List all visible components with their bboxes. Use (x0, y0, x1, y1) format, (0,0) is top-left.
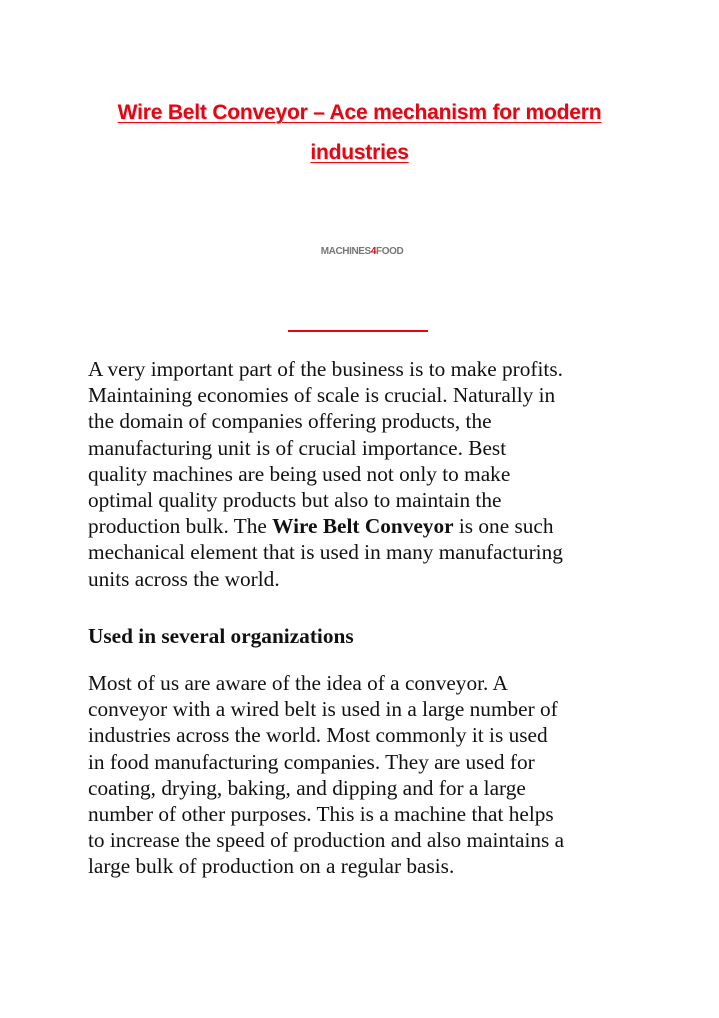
paragraph-line: coating, drying, baking, and dipping and for a large (88, 775, 526, 800)
paragraph-line: quality machines are being used not only to make (88, 461, 511, 486)
logo-text-machines: MACHINES (320, 246, 371, 257)
text-run: is one such (453, 514, 554, 539)
paragraph-line: number of other purposes. This is a machine that helps (88, 802, 554, 827)
paragraph-line: Maintaining economies of scale is crucial. Naturally in (88, 383, 556, 408)
paragraph-line (88, 513, 648, 539)
document-title-line-1: Wire Belt Conveyor – Ace mechanism for modern (117, 101, 602, 124)
paragraph-line: industries across the world. Most commonly it is used (88, 723, 548, 748)
paragraph-line: in food manufacturing companies. They are used for (88, 749, 535, 774)
paragraph-line: large bulk of production on a regular basis. (88, 854, 455, 879)
paragraph-line: mechanical element that is used in many manufacturing (88, 540, 563, 565)
document-title-line-2: industries (310, 141, 409, 164)
logo-text-food: FOOD (376, 246, 404, 257)
paragraph-line: manufacturing unit is of crucial importance. Best (88, 435, 507, 460)
machines4food-logo (292, 245, 432, 259)
paragraph-line: units across the world. (88, 566, 280, 591)
paragraph-line: to increase the speed of production and also maintains a (88, 828, 565, 853)
paragraph-line: optimal quality products but also to maintain the (88, 488, 502, 513)
section-heading: Used in several organizations (88, 624, 354, 648)
red-divider (288, 330, 428, 332)
paragraph-line: conveyor with a wired belt is used in a large number of (88, 697, 558, 722)
intro-paragraph (88, 356, 648, 592)
logo-text-4: 4 (370, 246, 376, 257)
paragraph-line: the domain of companies offering products, the (88, 409, 492, 434)
conveyor-paragraph (88, 670, 648, 880)
paragraph-line: A very important part of the business is to make profits. (88, 357, 563, 381)
text-run: production bulk. The (88, 514, 273, 539)
bold-term-wire-belt-conveyor: Wire Belt Conveyor (272, 514, 454, 539)
paragraph-line: Most of us are aware of the idea of a conveyor. A (88, 671, 508, 695)
